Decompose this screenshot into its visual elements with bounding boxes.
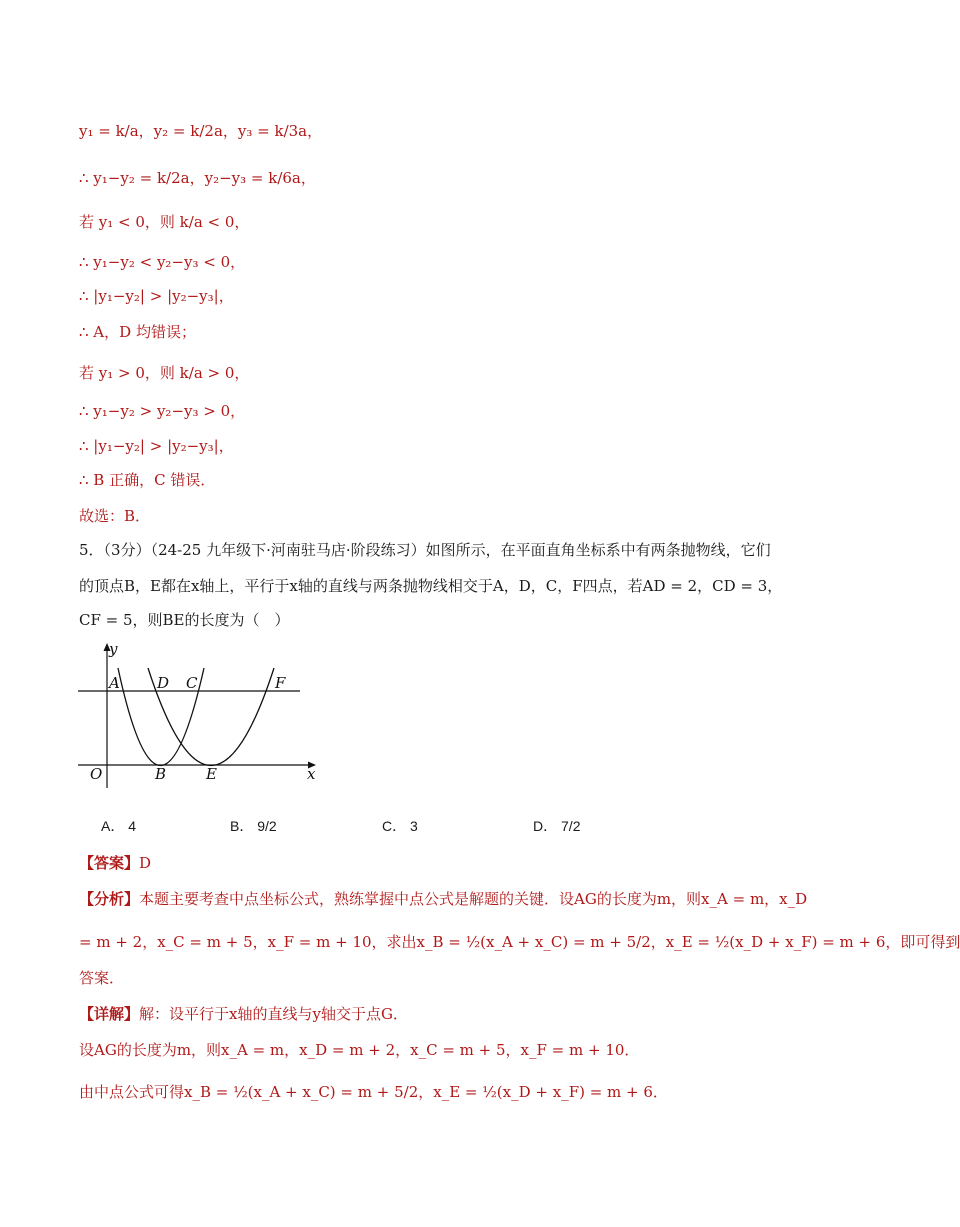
solution-line-11: 故选：B． [79, 507, 151, 525]
solution-line-2: ∴ y₁−y₂ = k/2a，y₂−y₃ = k/6a， [79, 169, 316, 187]
detail-line-2: 设AG的长度为m，则x_A = m，x_D = m + 2，x_C = m + 5，x_F = m + 10． [79, 1041, 640, 1059]
solution-line-10: ∴ B 正确，C 错误． [79, 471, 216, 489]
option-b: B． 9/2 [230, 818, 277, 834]
analysis-line-3: 答案． [79, 969, 125, 987]
solution-line-9: ∴ |y₁−y₂| > |y₂−y₃|， [79, 437, 234, 455]
solution-line-3: 若 y₁ < 0，则 k/a < 0， [79, 213, 250, 231]
point-e-label: E [206, 765, 217, 783]
detail-line-1: 【详解】解：设平行于x轴的直线与y轴交于点G． [79, 1005, 408, 1023]
point-f-label: F [275, 674, 286, 692]
point-a-label: A [109, 674, 120, 692]
solution-line-4: ∴ y₁−y₂ < y₂−y₃ < 0， [79, 253, 246, 271]
y-axis-label: y [109, 640, 118, 658]
origin-label: O [90, 765, 103, 783]
question-line-3: CF = 5，则BE的长度为（ ） [79, 611, 290, 629]
analysis-line-2: = m + 2，x_C = m + 5，x_F = m + 10，求出x_B = ½(x_A + x_C) = m + 5/2，x_E = ½(x_D + x_F) = m + 6，即可得到 [79, 933, 960, 951]
solution-line-7: 若 y₁ > 0，则 k/a > 0， [79, 364, 250, 382]
point-c-label: C [186, 674, 198, 692]
point-d-label: D [157, 674, 170, 692]
solution-line-6: ∴ A，D 均错误； [79, 323, 196, 341]
analysis-line-1: 【分析】本题主要考查中点坐标公式，熟练掌握中点公式是解题的关键．设AG的长度为m，则x_A = m，x_D [79, 890, 808, 908]
solution-line-1: y₁ = k/a，y₂ = k/2a，y₃ = k/3a， [79, 122, 323, 140]
point-b-label: B [155, 765, 167, 783]
detail-line-3: 由中点公式可得x_B = ½(x_A + x_C) = m + 5/2，x_E = ½(x_D + x_F) = m + 6． [79, 1083, 668, 1101]
solution-line-5: ∴ |y₁−y₂| > |y₂−y₃|， [79, 287, 234, 305]
solution-line-8: ∴ y₁−y₂ > y₂−y₃ > 0， [79, 402, 246, 420]
question-line-1: 5．（3分）（24-25 九年级下·河南驻马店·阶段练习）如图所示，在平面直角坐标系中有两条抛物线，它们 [79, 541, 771, 559]
parabola-figure [78, 640, 328, 790]
answer-line: 【答案】D [79, 854, 152, 872]
option-a: A． 4 [101, 818, 137, 834]
option-c: C． 3 [382, 818, 418, 834]
question-line-2: 的顶点B，E都在x轴上，平行于x轴的直线与两条抛物线相交于A，D，C，F四点，若AD = 2，CD = 3， [79, 577, 783, 595]
option-d: D． 7/2 [533, 818, 581, 834]
x-axis-label: x [307, 765, 316, 783]
